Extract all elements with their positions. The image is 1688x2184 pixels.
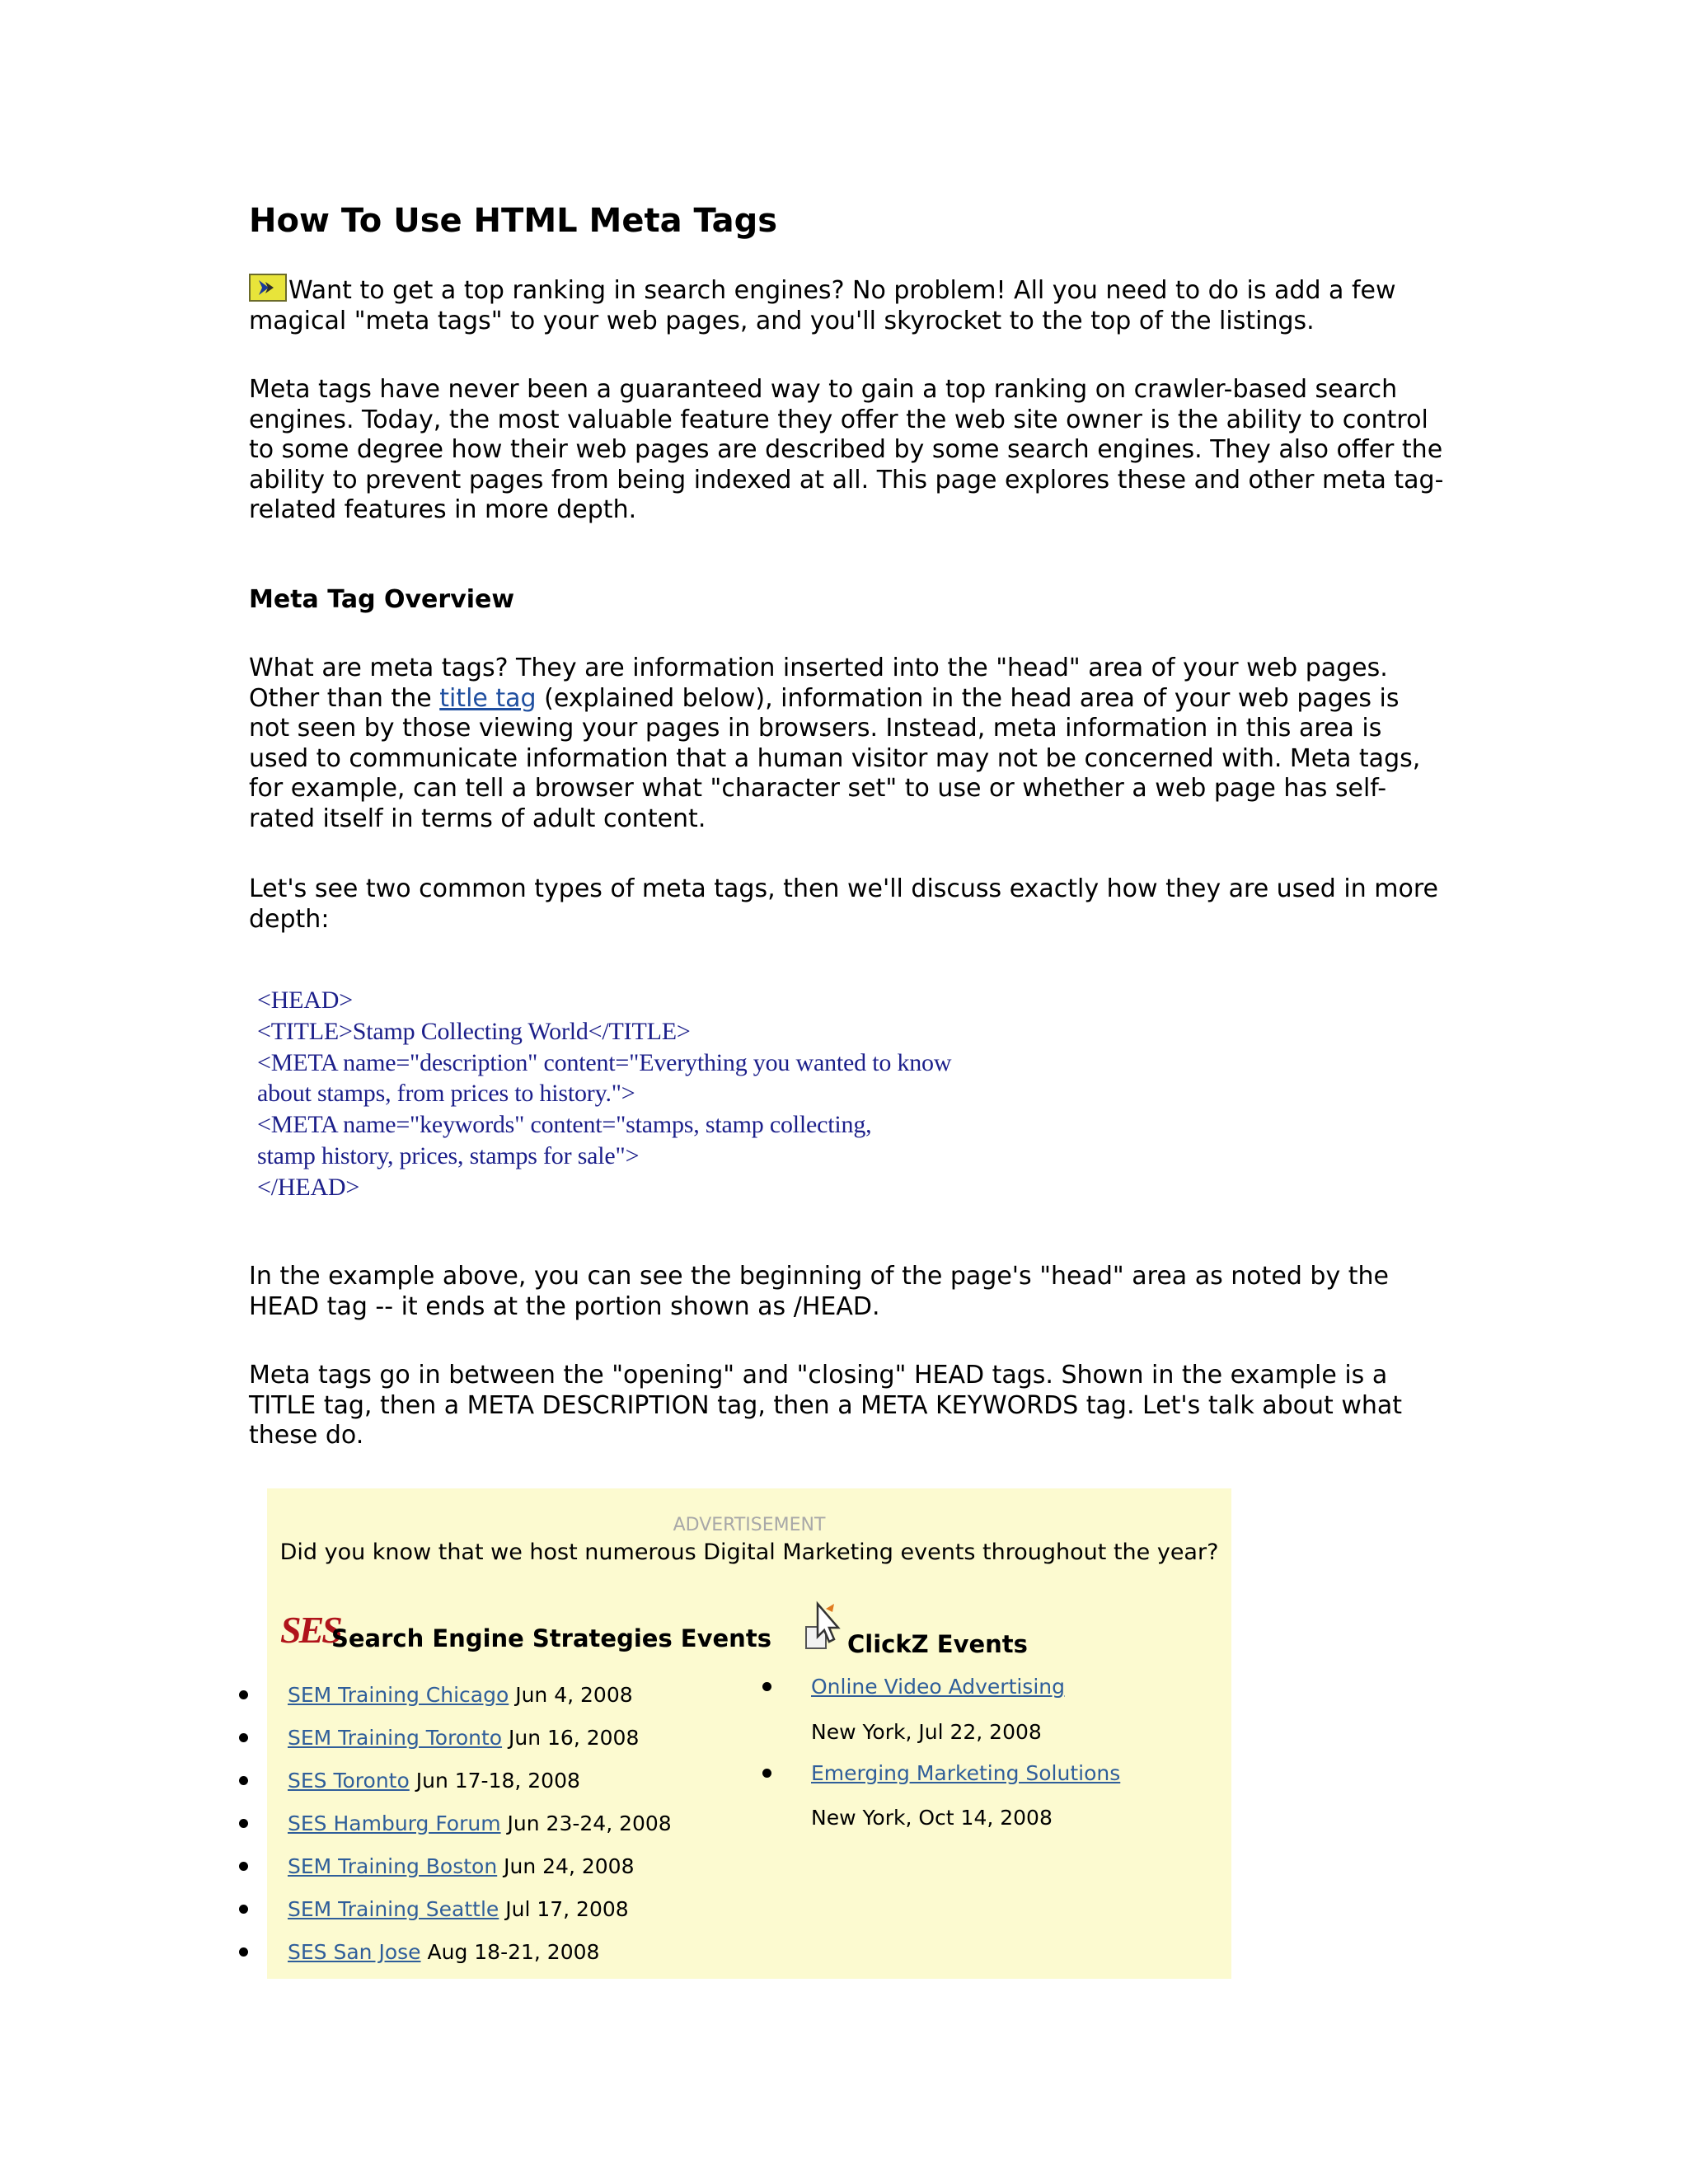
clickz-events-heading: ClickZ Events [847, 1630, 1028, 1658]
event-link[interactable]: Online Video Advertising [811, 1675, 1065, 1699]
ses-events-heading: Search Engine Strategies Events [331, 1624, 771, 1652]
event-link[interactable]: Emerging Marketing Solutions [811, 1761, 1121, 1785]
event-date: Jun 24, 2008 [504, 1854, 635, 1878]
title-tag-link[interactable]: title tag [439, 683, 537, 713]
meta-tags-definition-paragraph [249, 654, 1444, 834]
event-detail: New York, Oct 14, 2008 [811, 1806, 1053, 1830]
intro-paragraph [249, 274, 1444, 336]
types-intro-paragraph: Let's see two common types of meta tags, then we'll discuss exactly how they are used in more depth: [249, 874, 1438, 934]
list-item [288, 1724, 639, 1752]
event-date: Jun 4, 2008 [515, 1683, 633, 1707]
list-item [288, 1938, 599, 1966]
event-date: Jun 23-24, 2008 [507, 1811, 672, 1835]
list-item [288, 1767, 580, 1795]
page-title: How To Use HTML Meta Tags [249, 202, 778, 240]
bullet [239, 1690, 248, 1699]
bullet [239, 1905, 248, 1914]
list-item [288, 1810, 672, 1838]
event-link[interactable]: SES San Jose [288, 1940, 421, 1964]
code-example: <HEAD> <TITLE>Stamp Collecting World</TITLE> <META name="description" content="Everything you wanted to know about stamps, from prices to history."> <META name="keywords" content="stamps, stamp collecting, stamp history, prices, stamps for sale"> </HEAD> [257, 987, 952, 1201]
arrow-right-icon [249, 274, 287, 302]
head-explanation-paragraph: In the example above, you can see the beginning of the page's "head" area as noted by the HEAD tag -- it ends at the portion shown as /HEAD. [249, 1262, 1389, 1321]
list-item [288, 1681, 633, 1709]
clickz-cursor-icon [801, 1601, 846, 1655]
event-detail: New York, Jul 22, 2008 [811, 1720, 1042, 1744]
event-link[interactable]: SEM Training Toronto [288, 1726, 503, 1750]
event-date: Jul 17, 2008 [505, 1897, 629, 1921]
list-item [288, 1896, 629, 1924]
bullet [239, 1819, 248, 1828]
event-date: Jun 16, 2008 [509, 1726, 640, 1750]
event-link[interactable]: SEM Training Boston [288, 1854, 498, 1878]
bullet [239, 1776, 248, 1785]
event-link[interactable]: SES Hamburg Forum [288, 1811, 501, 1835]
bullet [762, 1682, 771, 1691]
intro-text: Want to get a top ranking in search engines? No problem! All you need to do is add a few magical "meta tags" to your web pages, and you'll skyrocket to the top of the listings. [249, 276, 1396, 335]
event-link[interactable]: SES Toronto [288, 1769, 410, 1793]
ad-label: ADVERTISEMENT [673, 1515, 826, 1535]
section-heading: Meta Tag Overview [249, 585, 515, 614]
list-item [811, 1673, 1065, 1701]
event-link[interactable]: SEM Training Seattle [288, 1897, 499, 1921]
overview-paragraph: Meta tags have never been a guaranteed way to gain a top ranking on crawler-based search engines. Today, the most valuable feature they offer the web site owner is the ability to control to some degree how their web pages are described by some search engines. They also offer the ability to prevent pages from being indexed at all. This page explores these and other meta tag-related features in more depth. [249, 375, 1444, 524]
ses-logo: SES [280, 1609, 340, 1651]
bullet [239, 1733, 248, 1742]
meta-order-paragraph: Meta tags go in between the "opening" and "closing" HEAD tags. Shown in the example is a TITLE tag, then a META DESCRIPTION tag, then a META KEYWORDS tag. Let's talk about what these do. [249, 1361, 1403, 1450]
bullet [762, 1769, 771, 1778]
bullet [239, 1862, 248, 1871]
event-link[interactable]: SEM Training Chicago [288, 1683, 509, 1707]
ad-question: Did you know that we host numerous Digital Marketing events throughout the year? [279, 1540, 1219, 1565]
event-date: Jun 17-18, 2008 [415, 1769, 580, 1793]
list-item [811, 1760, 1120, 1788]
bullet [239, 1947, 248, 1957]
definition-text-start: What are meta tags? They are information inserted into the "head" area of your web pages. Other than the [249, 654, 1388, 713]
definition-text-end: (explained below), information in the head area of your web pages is not seen by those viewing your pages in browsers. Instead, meta information in this area is used to communicate information that a human visitor may not be concerned with. Meta tags, for example, can tell a browser what "character set" to use or whether a web page has self-rated itself in terms of adult content. [249, 683, 1421, 833]
list-item [288, 1853, 634, 1881]
event-date: Aug 18-21, 2008 [427, 1940, 600, 1964]
